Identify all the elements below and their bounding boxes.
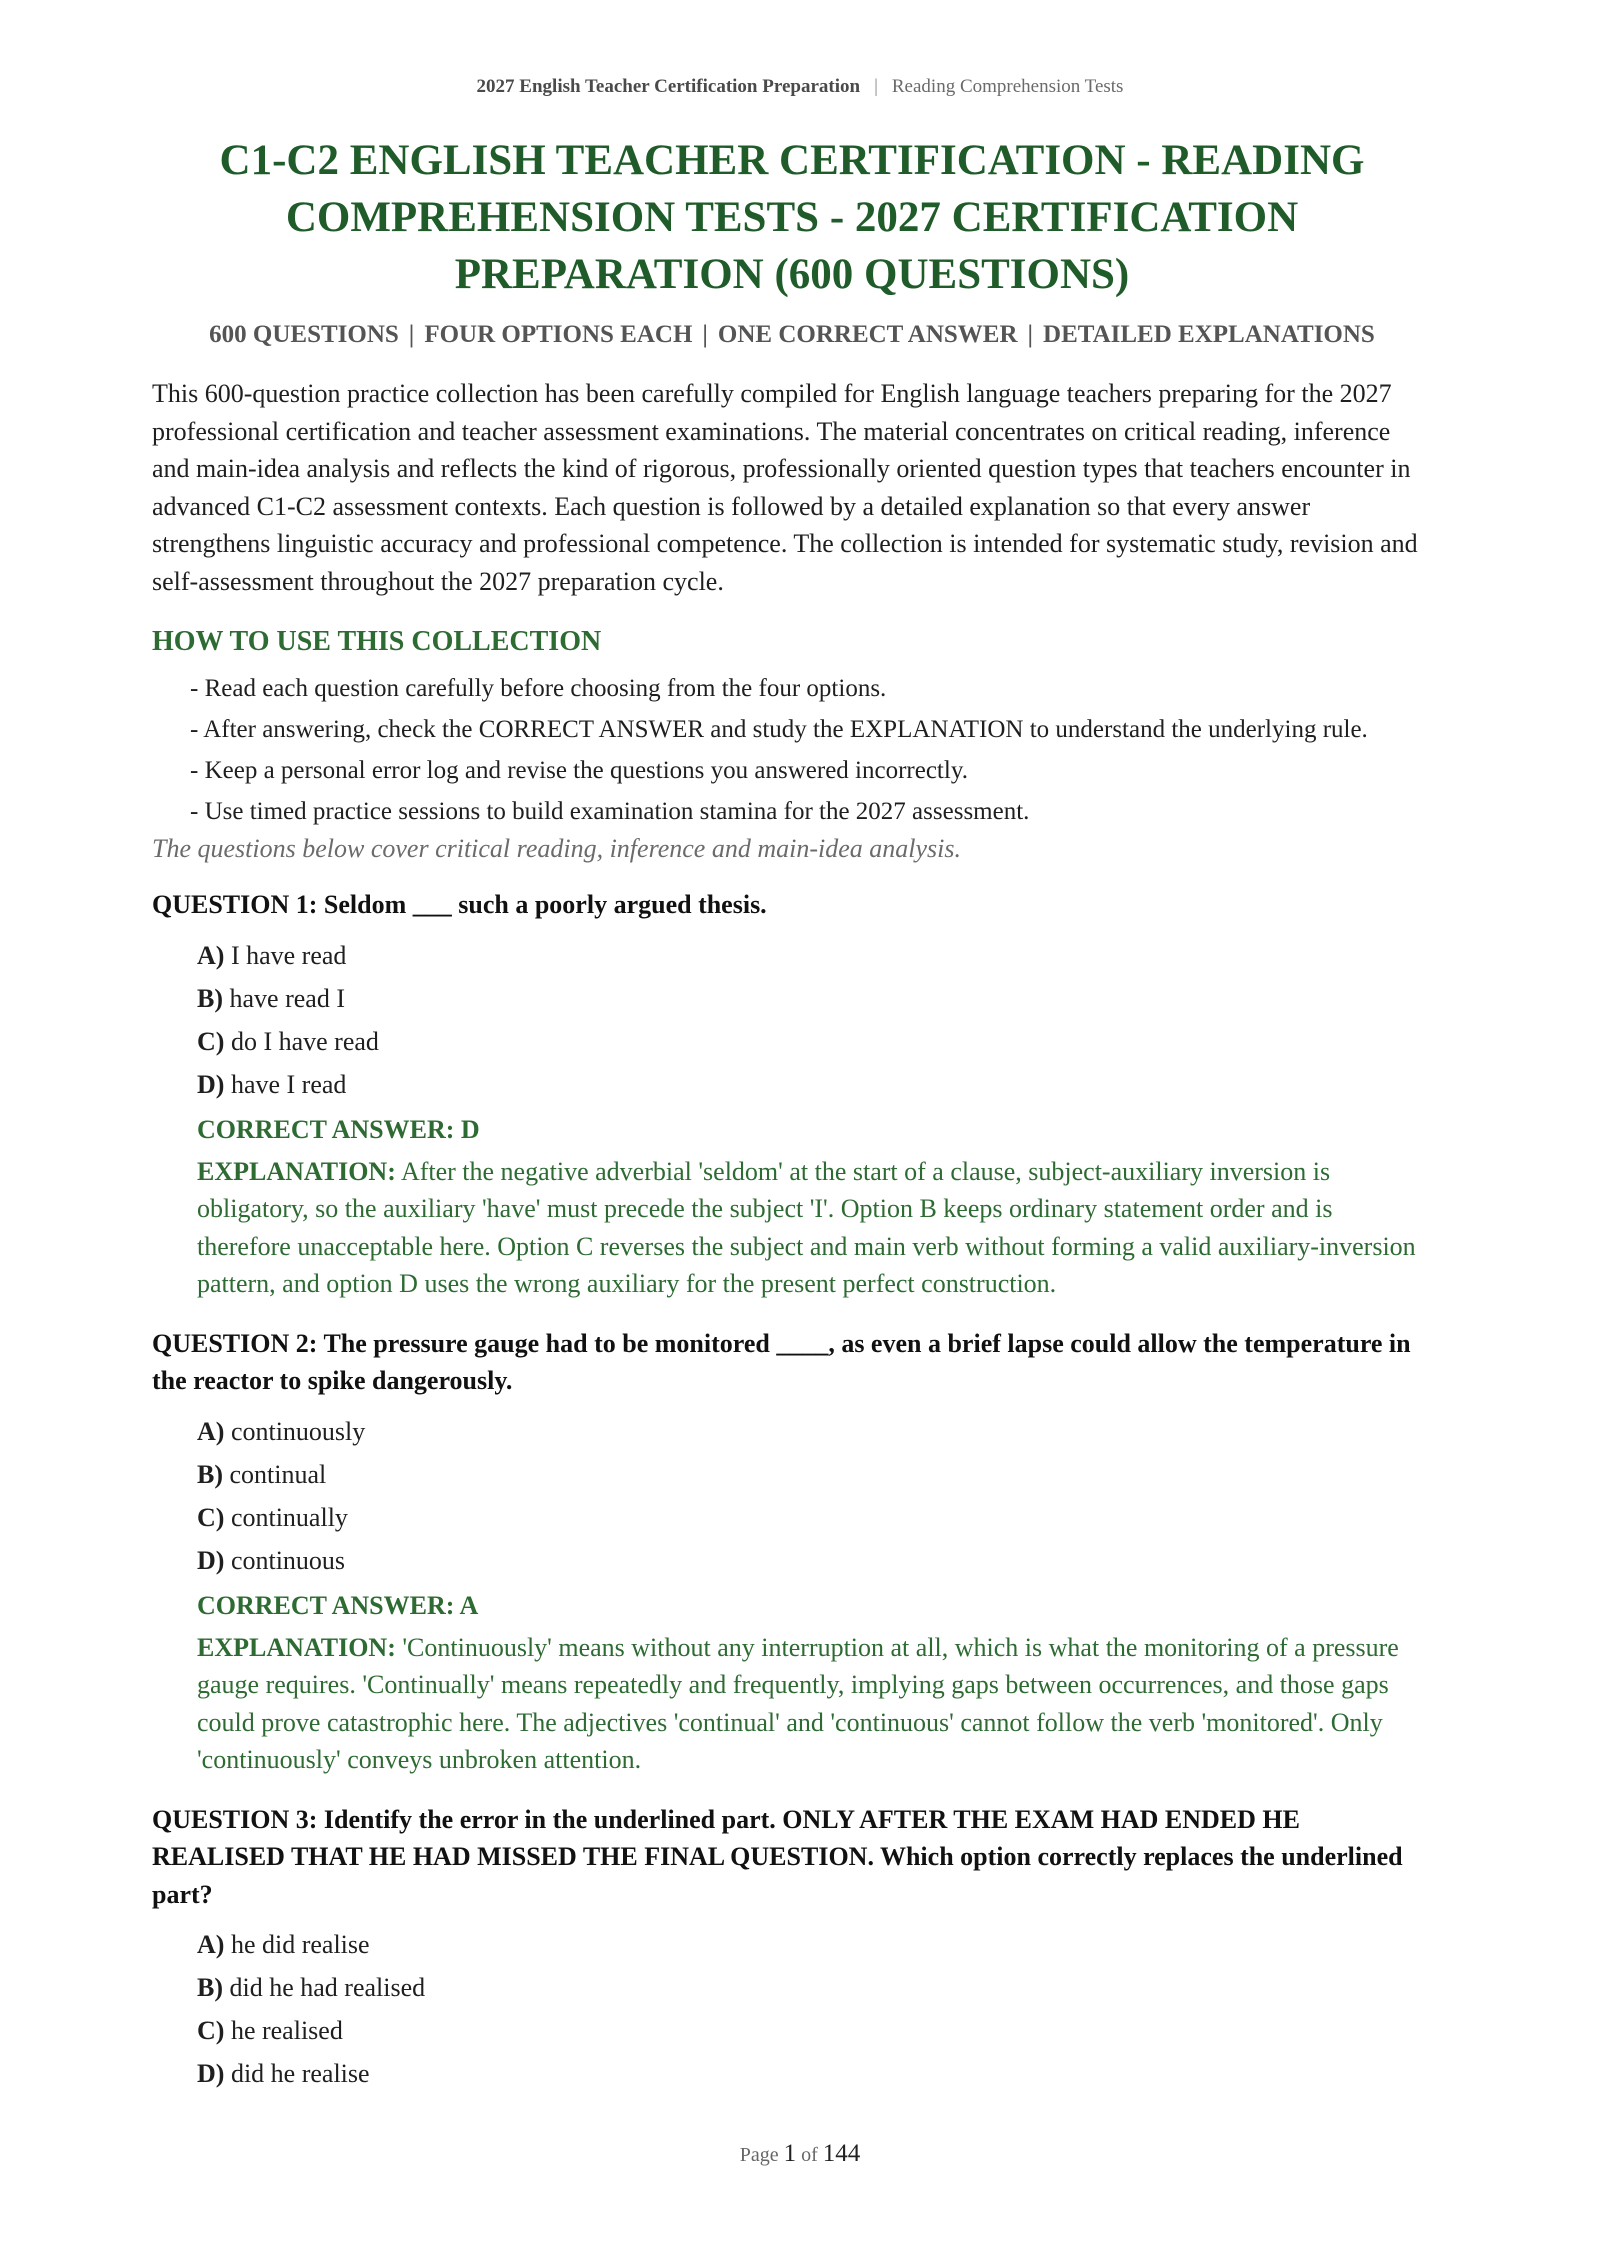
page-number: 1 (783, 2140, 797, 2167)
option-letter: C) (197, 1502, 225, 1532)
meta-separator: | (1027, 321, 1034, 348)
option-letter: A) (197, 940, 225, 970)
option-text: he realised (230, 2016, 343, 2045)
question-stem: QUESTION 1: Seldom ___ such a poorly argued thesis. (152, 890, 767, 919)
meta-item: 600 QUESTIONS (209, 321, 399, 348)
explanation-text: After the negative adverbial 'seldom' at the start of a clause, subject-auxiliary inversion is obligatory, so the auxiliary 'have' must precede the subject 'I'. Option B keeps ordinary statement order and is therefore unacceptable here. Option C reverses the subject and main verb without forming a valid auxiliary-inversion pattern, and option D uses the wrong auxiliary for the present perfect construction. (197, 1156, 1416, 1298)
option-list (152, 1923, 1432, 2095)
howto-list (152, 670, 1432, 830)
meta-separator: | (702, 321, 708, 348)
option-c (197, 1020, 1432, 1063)
option-list (152, 1410, 1432, 1582)
explanation-label: EXPLANATION: (197, 1632, 396, 1662)
option-text: did he realise (230, 2059, 370, 2088)
option-a (197, 934, 1432, 977)
option-b (197, 1966, 1432, 2009)
option-d (197, 1539, 1432, 1582)
explanation (197, 1153, 1432, 1303)
running-header-section: Reading Comprehension Tests (891, 76, 1124, 97)
question-stem: QUESTION 3: Identify the error in the underlined part. ONLY AFTER THE EXAM HAD ENDED HE REALISED THAT HE HAD MISSED THE FINAL QUESTION. Which option correctly replaces the underlined part? (152, 1804, 1403, 1909)
option-letter: A) (197, 1930, 225, 1959)
option-d (197, 1063, 1432, 1106)
page-content (152, 132, 1432, 2095)
page-label: Page (739, 2144, 779, 2166)
howto-note: The questions below cover critical reading, inference and main-idea analysis. (152, 834, 961, 863)
option-text: have I read (230, 1069, 347, 1099)
running-header-title: 2027 English Teacher Certification Preparation (476, 76, 861, 97)
option-text: he did realise (230, 1930, 370, 1959)
option-letter: D) (197, 1545, 225, 1575)
correct-answer: CORRECT ANSWER: A (197, 1590, 479, 1620)
running-header (0, 76, 1600, 98)
question-stem: QUESTION 2: The pressure gauge had to be monitored ____, as even a brief lapse could allow the temperature in the reactor to spike dangerously. (152, 1328, 1411, 1395)
running-header-separator: | (874, 76, 878, 97)
intro-paragraph: This 600-question practice collection has been carefully compiled for English language teachers preparing for the 2027 professional certification and teacher assessment examinations. The material concentrates on critical reading, inference and main-idea analysis and reflects the kind of rigorous, professionally oriented question types that teachers encounter in advanced C1-C2 assessment contexts. Each question is followed by a detailed explanation so that every answer strengthens linguistic accuracy and professional competence. The collection is intended for systematic study, revision and self-assessment throughout the 2027 preparation cycle. (152, 379, 1418, 596)
option-letter: B) (197, 983, 223, 1013)
option-b (197, 977, 1432, 1020)
page-footer (0, 2140, 1600, 2168)
howto-item: - After answering, check the CORRECT ANSWER and study the EXPLANATION to understand the underlying rule. (190, 716, 1368, 743)
meta-separator: | (408, 321, 415, 348)
option-a (197, 1923, 1432, 1966)
option-letter: C) (197, 1026, 225, 1056)
option-text: do I have read (230, 1026, 379, 1056)
howto-item: - Use timed practice sessions to build examination stamina for the 2027 assessment. (190, 798, 1030, 825)
option-letter: B) (197, 1973, 223, 2002)
question-3 (152, 1801, 1432, 2096)
option-c (197, 2009, 1432, 2052)
option-a (197, 1410, 1432, 1453)
option-text: did he had realised (229, 1973, 426, 2002)
option-d (197, 2052, 1432, 2095)
option-letter: D) (197, 2059, 225, 2088)
howto-item: - Read each question carefully before choosing from the four options. (190, 675, 887, 702)
option-text: continually (230, 1502, 348, 1532)
of-label: of (801, 2144, 818, 2166)
option-list (152, 934, 1432, 1106)
correct-answer: CORRECT ANSWER: D (197, 1114, 480, 1144)
explanation-label: EXPLANATION: (197, 1156, 396, 1186)
question-2 (152, 1325, 1432, 1779)
option-text: continual (229, 1459, 327, 1489)
total-pages: 144 (822, 2140, 861, 2167)
option-text: have read I (229, 983, 345, 1013)
option-text: continuously (230, 1416, 366, 1446)
option-c (197, 1496, 1432, 1539)
meta-item: FOUR OPTIONS EACH (424, 321, 693, 348)
option-letter: D) (197, 1069, 225, 1099)
option-letter: C) (197, 2016, 225, 2045)
option-letter: A) (197, 1416, 225, 1446)
option-b (197, 1453, 1432, 1496)
question-1 (152, 886, 1432, 1303)
option-text: continuous (230, 1545, 346, 1575)
meta-item: ONE CORRECT ANSWER (717, 321, 1018, 348)
option-text: I have read (230, 940, 347, 970)
howto-item: - Keep a personal error log and revise the questions you answered incorrectly. (190, 757, 968, 784)
meta-line (152, 321, 1432, 349)
meta-item: DETAILED EXPLANATIONS (1043, 321, 1375, 348)
option-letter: B) (197, 1459, 223, 1489)
document-title: C1-C2 ENGLISH TEACHER CERTIFICATION - READING COMPREHENSION TESTS - 2027 CERTIFICATION PREPARATION (600 QUESTIONS) (219, 137, 1365, 298)
explanation-text: 'Continuously' means without any interruption at all, which is what the monitoring of a pressure gauge requires. 'Continually' means repeatedly and frequently, implying gaps between occurrences, and those gaps could prove catastrophic here. The adjectives 'continual' and 'continuous' cannot follow the verb 'monitored'. Only 'continuously' conveys unbroken attention. (197, 1632, 1399, 1774)
howto-heading: HOW TO USE THIS COLLECTION (152, 626, 602, 657)
explanation (197, 1629, 1432, 1779)
